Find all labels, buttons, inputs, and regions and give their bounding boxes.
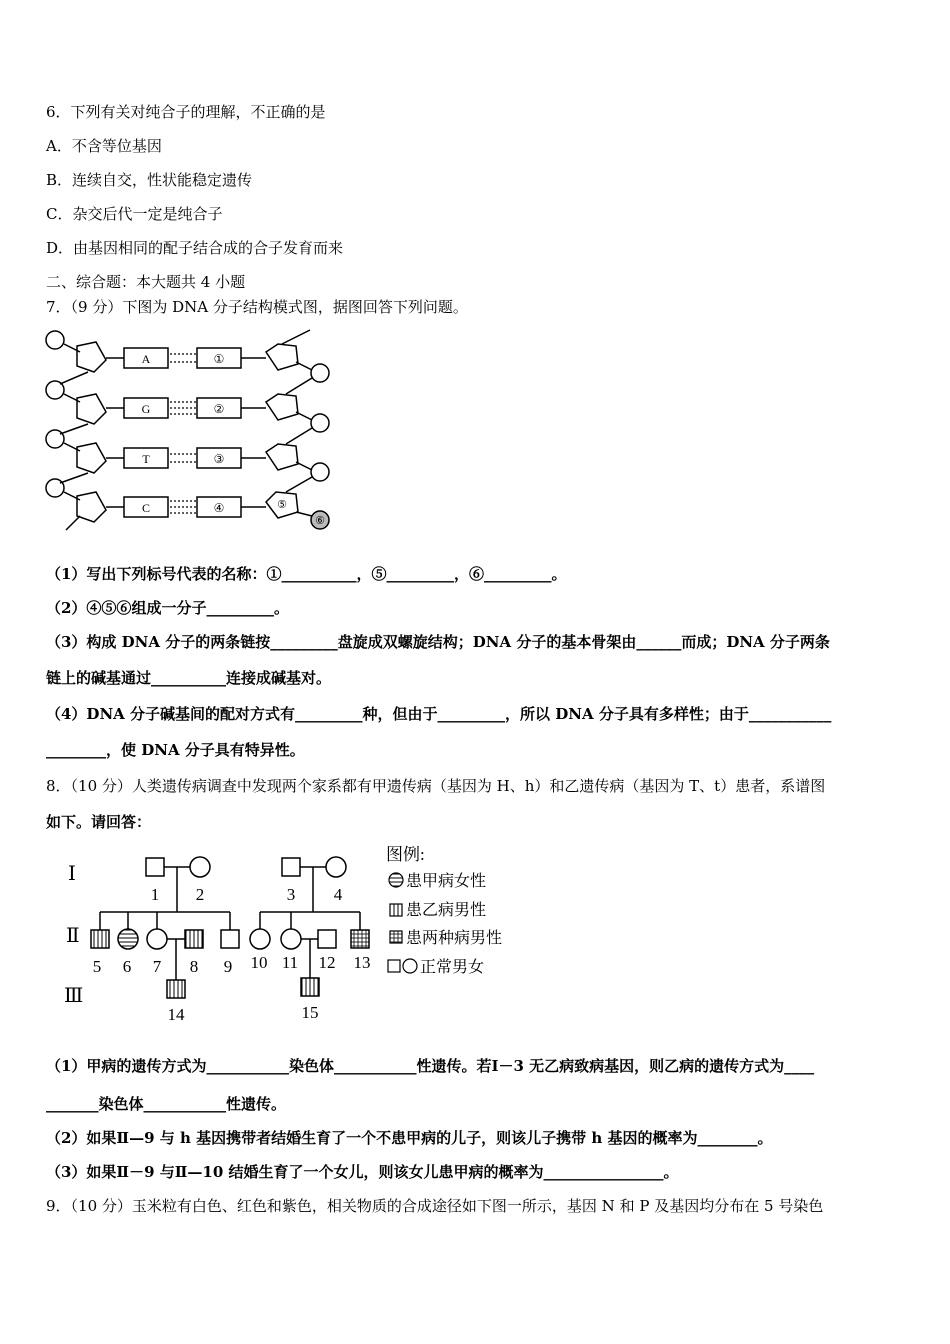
- legend-affected-b-male: 患乙病男性: [406, 902, 487, 919]
- individual-4: [326, 857, 346, 877]
- individual-1: [146, 858, 164, 876]
- q6-option-d: D．由基因相同的配子结合成的合子发育而来: [46, 239, 344, 257]
- base-1-label: ①: [213, 352, 225, 366]
- number-13: 13: [353, 953, 371, 972]
- base-t-label: T: [142, 452, 150, 466]
- generation-i: Ⅰ: [68, 863, 76, 885]
- number-10: 10: [250, 953, 268, 972]
- number-12: 12: [318, 953, 336, 972]
- phosphate-circle: [46, 331, 64, 349]
- deoxyribose-pentagon: [266, 394, 298, 420]
- individual-14: [167, 980, 185, 998]
- legend-normal-male-icon: [388, 960, 400, 972]
- q6-option-c: C．杂交后代一定是纯合子: [46, 205, 223, 223]
- deoxyribose-pentagon: [77, 342, 106, 372]
- individual-9: [221, 930, 239, 948]
- q7-sub3-line2: 链上的碱基通过__________连接成碱基对。: [46, 669, 332, 687]
- base-3-label: ③: [213, 452, 225, 466]
- individual-7: [147, 929, 167, 949]
- deoxyribose-pentagon: [266, 344, 298, 370]
- deoxyribose-pentagon: [77, 394, 106, 424]
- q7-sub1: （1）写出下列标号代表的名称：①__________，⑤_________，⑥_________。: [46, 565, 567, 583]
- number-5: 5: [92, 957, 102, 976]
- base-a-label: A: [141, 352, 151, 366]
- dna-structure-diagram: [40, 326, 340, 536]
- base-2-label: ②: [213, 402, 225, 416]
- number-9: 9: [223, 957, 233, 976]
- pedigree-chart: [60, 840, 540, 1030]
- deoxyribose-pentagon: [266, 444, 298, 470]
- number-2: 2: [195, 885, 205, 904]
- individual-10: [250, 929, 270, 949]
- number-6: 6: [122, 957, 132, 976]
- phosphate-circle: [311, 463, 329, 481]
- number-4: 4: [333, 885, 343, 904]
- legend-title: 图例:: [386, 845, 425, 864]
- individual-15: [301, 978, 319, 996]
- phosphate-circle: [46, 430, 64, 448]
- base-4-label: ④: [213, 501, 225, 515]
- individual-2: [190, 857, 210, 877]
- generation-iii: Ⅲ: [64, 985, 84, 1007]
- generation-ii: Ⅱ: [66, 925, 80, 947]
- q8-stem-line1: 8．（10 分）人类遗传病调查中发现两个家系都有甲遗传病（基因为 H、h）和乙遗传病（基因为 T、t）患者，系谱图: [46, 777, 826, 795]
- q7-sub3-line1: （3）构成 DNA 分子的两条链按_________盘旋成双螺旋结构；DNA 分子的基本骨架由______而成；DNA 分子两条: [46, 633, 830, 651]
- number-15: 15: [301, 1003, 319, 1022]
- section-title: 二、综合题：本大题共 4 小题: [46, 273, 246, 291]
- individual-6: [118, 929, 138, 949]
- q7-sub4-line2: ________，使 DNA 分子具有特异性。: [46, 741, 305, 759]
- individual-12: [318, 930, 336, 948]
- legend-normal: 正常男女: [420, 959, 485, 976]
- individual-13: [351, 930, 369, 948]
- phosphate-circle: [311, 364, 329, 382]
- legend-both-male: 患两种病男性: [406, 930, 503, 947]
- q7-stem: 7．（9 分）下图为 DNA 分子结构模式图，据图回答下列问题。: [46, 298, 468, 316]
- label-6: ⑥: [315, 515, 325, 527]
- individual-8: [185, 930, 203, 948]
- individual-11: [281, 929, 301, 949]
- phosphate-circle: [46, 479, 64, 497]
- q8-stem-line2: 如下。请回答：: [46, 813, 152, 831]
- q8-sub1-line1: （1）甲病的遗传方式为___________染色体___________性遗传。若Ⅰ－3 无乙病致病基因，则乙病的遗传方式为____: [46, 1057, 815, 1075]
- number-11: 11: [281, 953, 299, 972]
- deoxyribose-pentagon: [77, 443, 106, 473]
- individual-5: [91, 930, 109, 948]
- q8-sub2: （2）如果Ⅱ—9 与 h 基因携带者结婚生育了一个不患甲病的儿子，则该儿子携带 h 基因的概率为________。: [46, 1129, 773, 1147]
- number-7: 7: [152, 957, 162, 976]
- q6-option-b: B．连续自交，性状能稳定遗传: [46, 171, 253, 189]
- deoxyribose-pentagon: [77, 492, 106, 522]
- legend-affected-b-male-icon: [390, 904, 402, 916]
- legend-affected-a-female-icon: [389, 873, 403, 887]
- q6-option-a: A．不含等位基因: [46, 137, 162, 155]
- number-3: 3: [286, 885, 296, 904]
- q8-sub1-line2: _______染色体___________性遗传。: [46, 1095, 287, 1113]
- individual-3: [282, 858, 300, 876]
- number-14: 14: [167, 1005, 185, 1024]
- legend-affected-a-female: 患甲病女性: [406, 873, 487, 890]
- q6-stem: 6．下列有关对纯合子的理解，不正确的是: [46, 103, 326, 121]
- legend-both-male-icon: [390, 931, 402, 943]
- q7-sub4-line1: （4）DNA 分子碱基间的配对方式有_________种，但由于_________，所以 DNA 分子具有多样性；由于___________: [46, 705, 832, 723]
- phosphate-circle: [311, 414, 329, 432]
- q7-sub2: （2）④⑤⑥组成一分子_________。: [46, 599, 289, 617]
- base-g-label: G: [141, 402, 151, 416]
- q9-stem: 9．（10 分）玉米粒有白色、红色和紫色，相关物质的合成途径如下图一所示，基因 N 和 P 及基因均分布在 5 号染色: [46, 1197, 824, 1215]
- legend-normal-female-icon: [403, 959, 417, 973]
- phosphate-circle: [46, 381, 64, 399]
- base-c-label: C: [141, 501, 151, 515]
- q8-sub3: （3）如果Ⅱ－9 与Ⅱ—10 结婚生育了一个女儿，则该女儿患甲病的概率为________________。: [46, 1163, 679, 1181]
- label-5: ⑤: [277, 499, 287, 511]
- number-8: 8: [189, 957, 199, 976]
- number-1: 1: [150, 885, 160, 904]
